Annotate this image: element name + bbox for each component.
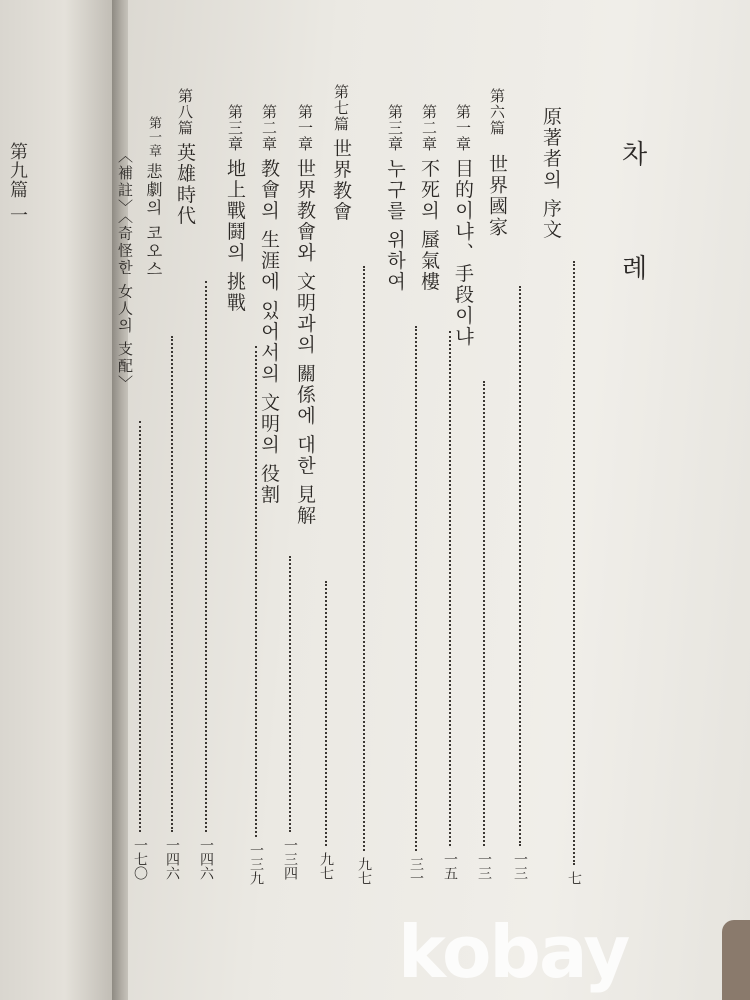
contents-page [116,0,750,1000]
toc-page-number: 一五 [442,852,458,880]
toc-leader [162,330,182,880]
toc-entry-label: 第六篇 [488,88,506,136]
toc-entry-label: 第八篇 [176,88,194,136]
toc-page-number: 一七〇 [132,838,148,880]
toc-page-number: 九七 [356,857,372,885]
toc-leader [440,325,460,880]
page-title: 차 례 [617,140,647,321]
toc-leader [406,320,426,885]
toc-leader [280,550,300,880]
toc-entry-text: 教會의 生涯에 있어서의 文明의 役割 [258,158,280,506]
page-edge-shadow [722,920,750,1000]
toc-entry-label: 第七篇 [332,84,350,132]
toc-entry-text: 不死의 蜃氣樓 [418,158,440,293]
toc-page-number: 一三四 [282,838,298,880]
toc-entry-text: 原著者의 序文 [540,106,562,241]
toc-leader [246,340,266,885]
toc-page-number: 九七 [318,852,334,880]
toc-entry-text: 悲劇의 코오스 [144,163,163,279]
toc-entry-text: 〈補註〉〈奇怪한 女人의 支配〉 [116,148,134,393]
toc-entry-label: 第一章 [146,116,161,158]
toc-page-number: 一三 [476,852,492,880]
toc-entry-text: 누구를 위하여 [384,158,406,293]
toc-page-number: 一四六 [164,838,180,880]
toc-entry-label: 第三章 [386,104,404,152]
toc-leader [196,275,216,880]
left-page-fragment: 第九篇 一 [7,142,28,225]
watermark-logo: kobay [398,910,629,994]
toc-entry-label: 第一章 [296,104,314,152]
toc-leader [130,415,150,880]
toc-entry-text: 世界教會 [330,138,352,223]
toc-leader [316,575,336,880]
toc-entry-label: 第一章 [454,104,472,152]
toc-entry [382,104,408,904]
toc-entry-text: 地上戰鬪의 挑戰 [224,158,246,314]
toc-entry-label: 第二章 [420,104,438,152]
toc-page-number: 一三九 [248,843,264,885]
toc-entry [538,100,564,900]
toc-page-number: 一四六 [198,838,214,880]
toc-entry-text: 世界教會와 文明과의 關係에 대한 見解 [294,158,316,527]
toc-leader [510,280,530,880]
toc-page-number: 三一 [408,857,424,885]
toc-page-number: 一三 [512,852,528,880]
toc-leader [564,255,584,885]
toc-leader [474,375,494,880]
toc-entry-text: 英雄時代 [174,142,196,227]
toc-entry [222,104,248,904]
toc-leader [354,260,374,885]
toc-entry-label: 第二章 [260,104,278,152]
toc-entry-text: 目的이냐、手段이냐 [452,158,474,348]
toc-entry-label: 第三章 [226,104,244,152]
toc-entry-text: 世界國家 [486,154,508,239]
left-page [0,0,118,1000]
toc-page-number: 七 [566,871,582,885]
